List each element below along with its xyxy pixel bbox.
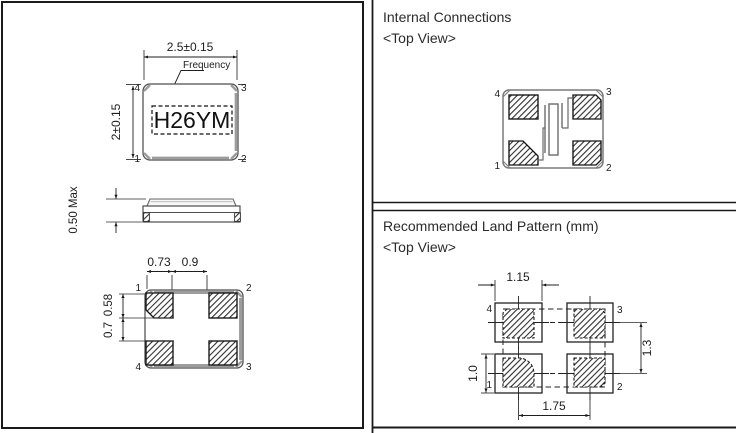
top-view-pin1: 1 [134, 154, 140, 165]
panel-borders [2, 0, 736, 433]
component-pad-1 [503, 358, 534, 387]
package-side-view [68, 186, 240, 234]
land-pattern-panel [383, 218, 654, 420]
land-pin1: 1 [486, 380, 492, 391]
frequency-label: Frequency [183, 60, 231, 71]
component-pad-4 [503, 309, 534, 338]
bottom-view-pin1: 1 [135, 283, 141, 294]
internal-connections-title: Internal Connections [383, 9, 512, 25]
package-base [143, 206, 240, 222]
pitch-y-dim: 1.3 [640, 339, 654, 357]
ic-pad-3 [573, 95, 601, 119]
bottom-dim-left-pad: 0.73 [147, 255, 171, 269]
bottom-view-pin3: 3 [246, 362, 252, 373]
land-width-dim: 1.15 [506, 270, 530, 284]
bottom-pad-2 [209, 293, 237, 318]
bottom-pad-1 [146, 293, 173, 318]
internal-connections-panel [383, 9, 612, 174]
part-marking: H26YM [153, 107, 231, 133]
ic-pin2: 2 [606, 163, 612, 174]
top-view-pin4: 4 [134, 83, 140, 94]
bottom-dim-pad-gap: 0.9 [181, 255, 199, 269]
bottom-view-pin4: 4 [135, 362, 141, 373]
top-view-pin3: 3 [241, 83, 247, 94]
top-view-height-dim: 2±0.15 [109, 103, 123, 141]
bottom-pad-4 [146, 341, 173, 365]
top-view-pin2: 2 [241, 154, 247, 165]
package-lid [147, 199, 236, 206]
land-pin3: 3 [617, 305, 623, 316]
crystal-quartz-plate [549, 104, 558, 155]
bottom-pad-3 [209, 341, 237, 365]
top-view-width-dim: 2.5±0.15 [166, 40, 214, 54]
land-pin4: 4 [486, 304, 492, 315]
ic-pin1: 1 [494, 161, 500, 172]
land-pin2: 2 [617, 382, 623, 393]
component-pad-2 [574, 358, 605, 387]
land-pattern-title: Recommended Land Pattern (mm) [383, 218, 599, 234]
side-view-height-dim: 0.50 Max [68, 186, 80, 234]
bottom-view-pin2: 2 [246, 283, 252, 294]
ic-pin3: 3 [606, 87, 612, 98]
bottom-dim-pad-height: 0.58 [103, 293, 115, 317]
ic-pad-2 [573, 141, 601, 165]
pitch-x-dim: 1.75 [542, 399, 566, 413]
side-pad-right [235, 213, 241, 222]
ic-pin4: 4 [494, 89, 500, 100]
bottom-dim-row-gap: 0.7 [103, 322, 115, 338]
internal-connections-subtitle: <Top View> [383, 30, 456, 46]
side-pad-left [144, 213, 150, 222]
land-pattern-subtitle: <Top View> [383, 239, 456, 255]
land-height-dim: 1.0 [466, 365, 480, 382]
component-pad-3 [574, 309, 605, 338]
ic-pad-4 [509, 95, 538, 119]
package-bottom-view [103, 255, 252, 373]
package-top-view [109, 40, 247, 165]
